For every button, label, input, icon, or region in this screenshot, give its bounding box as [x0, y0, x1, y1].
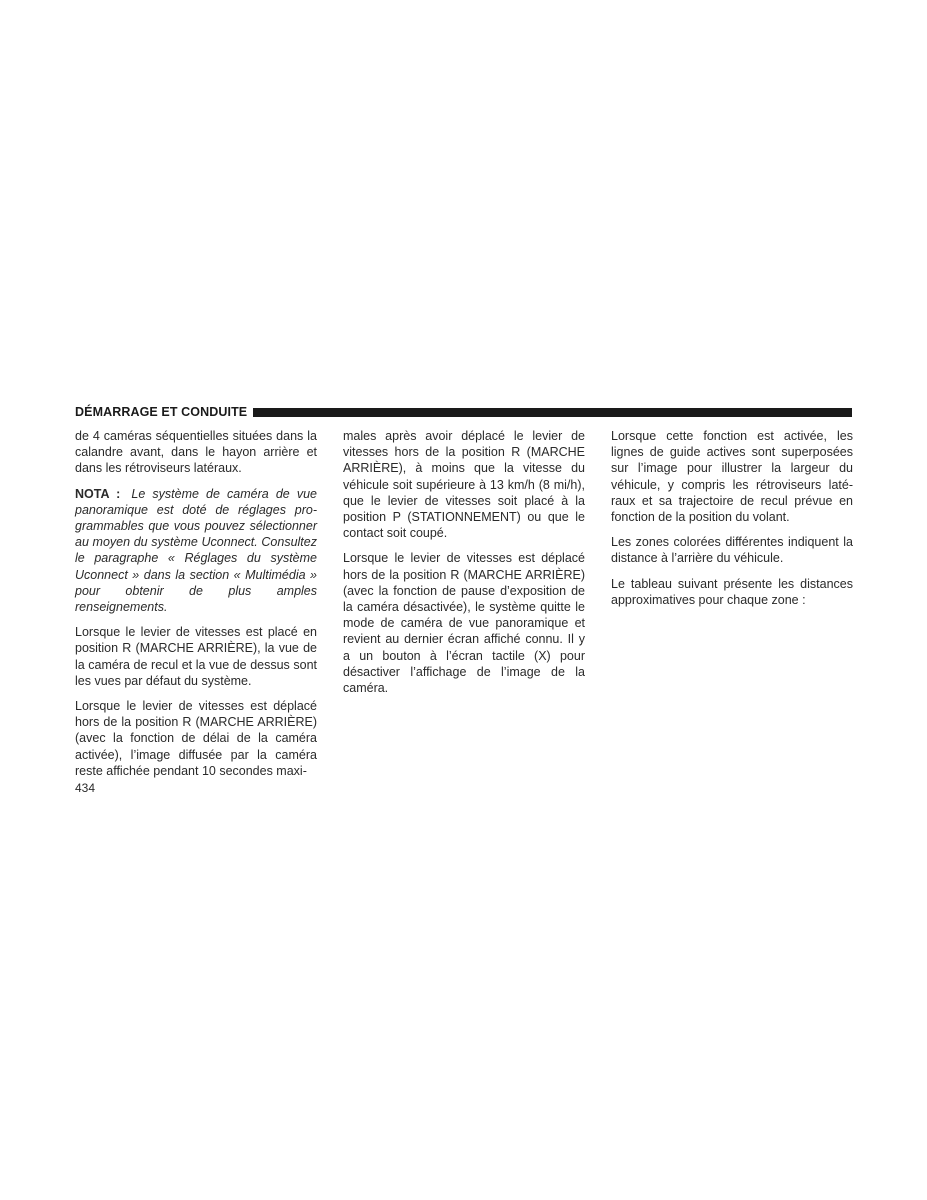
text-column-2 [343, 428, 585, 705]
paragraph: Lorsque le levier de vitesses est déplacé hors de la position R (MARCHE ARRIÈRE) (avec la fonction de délai de la caméra activée), l’image diffusée par la caméra reste affichée pendant 10 secondes maxi- [75, 699, 317, 778]
paragraph: Le tableau suivant présente les distances approximatives pour chaque zone : [611, 576, 853, 607]
paragraph: Lorsque cette fonction est activée, les lignes de guide actives sont superposées sur l’image pour illustrer la largeur du véhicule, y compris les rétroviseurs latéraux et sa trajectoire de recul prévue en fonction de la position du volant. [611, 429, 853, 525]
paragraph: de 4 caméras séquentielles situées dans la calandre avant, dans le hayon arrière et dans les rétroviseurs latéraux. [75, 429, 317, 476]
note-label: NOTA : [75, 486, 121, 501]
paragraph: Lorsque le levier de vitesses est placé en position R (MARCHE ARRIÈRE), la vue de la caméra de recul et la vue de dessus sont les vues par défaut du système. [75, 625, 317, 688]
text-column-1 [75, 428, 317, 788]
text-column-3 [611, 428, 853, 617]
paragraph: Les zones colorées différentes indiquent la distance à l’arrière du véhicule. [611, 535, 853, 566]
section-title: DÉMARRAGE ET CONDUITE [75, 405, 248, 419]
note-paragraph [75, 486, 317, 616]
paragraph: males après avoir déplacé le levier de vitesses hors de la position R (MARCHE ARRIÈRE), à moins que la vitesse du véhicule soit supérieure à 13 km/h (8 mi/h), que le levier de vitesses soit placé à la position P (STATIONNEMENT) ou que le contact soit coupé. [343, 429, 585, 541]
section-rule [253, 408, 852, 417]
note-text: Le système de caméra de vue panoramique est doté de réglages programmables que vous pouvez sélectionner au moyen du système Uconnect. Consultez le paragraphe « Réglages du système Uconnect » dans la section « Multimédia » pour obtenir de plus amples renseignements. [75, 486, 317, 615]
paragraph: Lorsque le levier de vitesses est déplacé hors de la position R (MARCHE ARRIÈRE) (avec la fonction de pause d’exposition de la caméra désactivée), le système quitte le mode de caméra de vue panoramique et revient au dernier écran affiché connu. Il y a un bouton à l’écran tactile (X) pour désactiver l’affichage de l’image de la caméra. [343, 551, 585, 696]
page-number: 434 [75, 781, 96, 795]
section-header [75, 404, 852, 420]
